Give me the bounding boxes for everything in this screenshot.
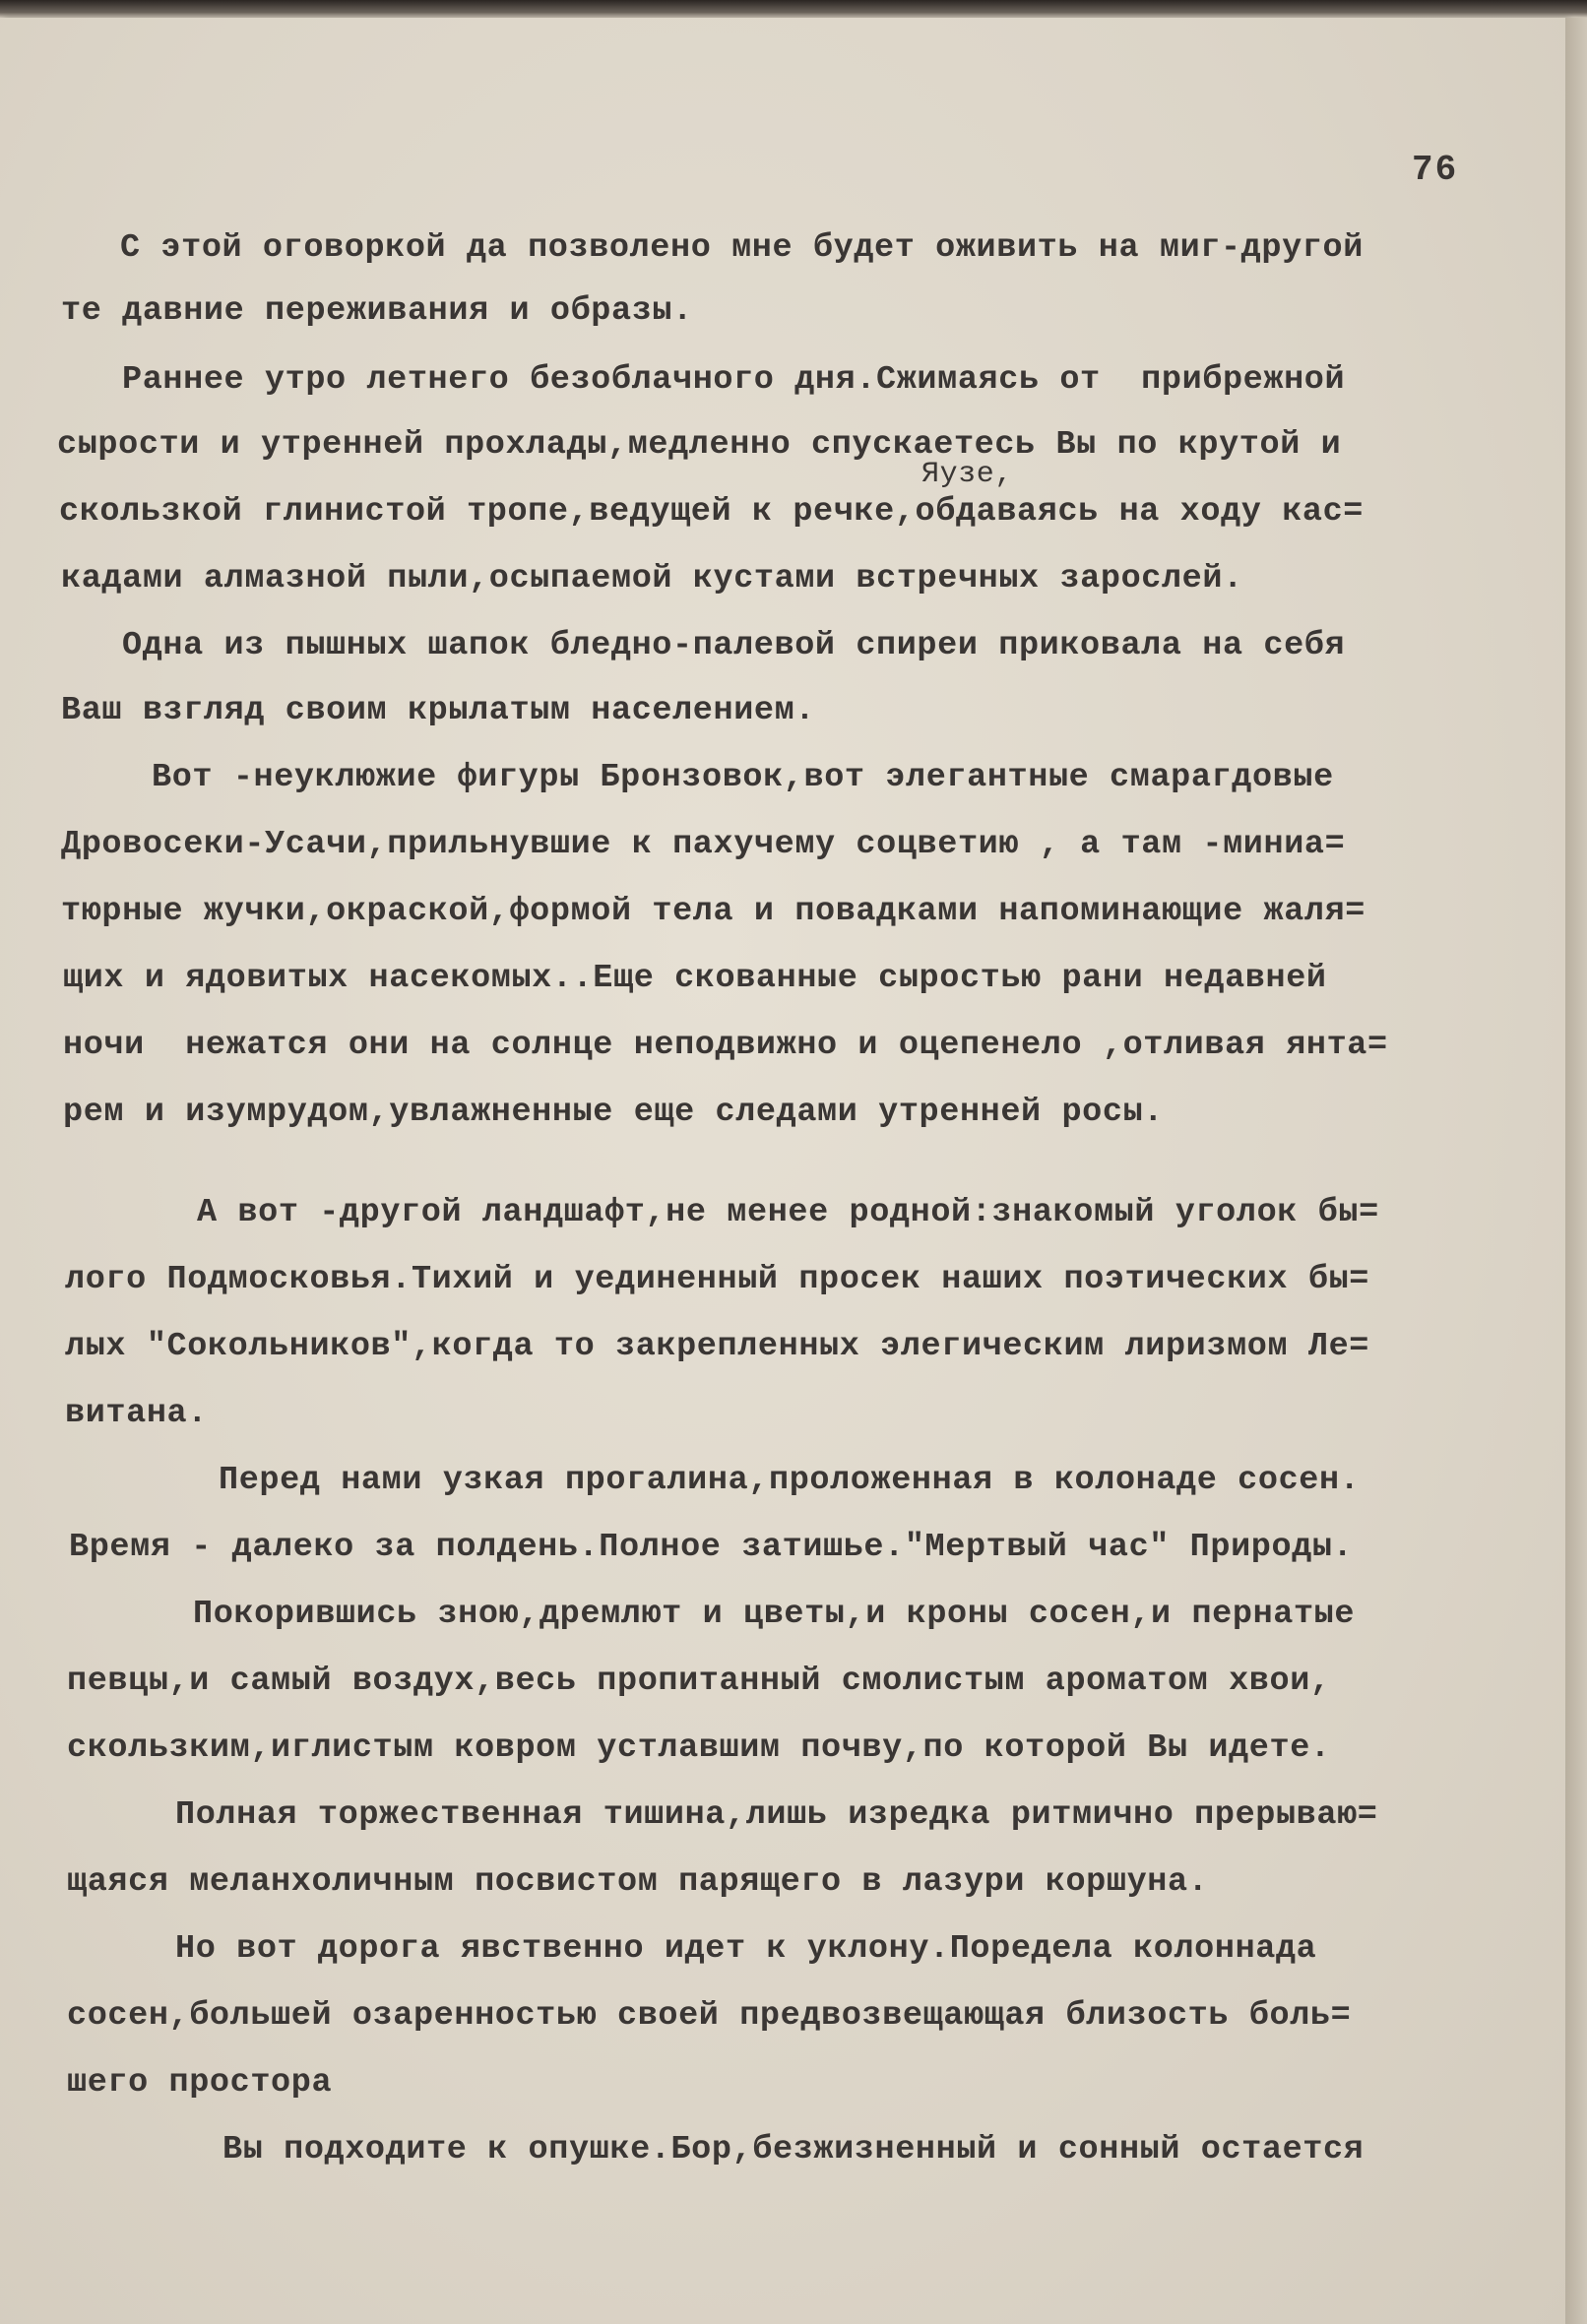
text-line: А вот -другой ландшафт,не менее родной:знакомый уголок бы= xyxy=(197,1194,1379,1231)
text-line: рем и изумрудом,увлажненные еще следами утренней росы. xyxy=(63,1094,1164,1131)
text-line: Полная торжественная тишина,лишь изредка ритмично прерываю= xyxy=(175,1796,1378,1834)
text-line: Но вот дорога явственно идет к уклону.Поредела колоннада xyxy=(175,1930,1317,1968)
text-line: тюрные жучки,окраской,формой тела и повадками напоминающие жаля= xyxy=(61,893,1366,930)
text-line: лого Подмосковья.Тихий и уединенный просек наших поэтических бы= xyxy=(65,1261,1370,1298)
text-line: Одна из пышных шапок бледно-палевой спиреи приковала на себя xyxy=(122,627,1346,664)
text-line: скользкой глинистой тропе,ведущей к речке,обдаваясь на ходу кас= xyxy=(59,493,1365,531)
text-line: Ваш взгляд своим крылатым населением. xyxy=(61,692,816,729)
text-line: ночи нежатся они на солнце неподвижно и оцепенело ,отливая янта= xyxy=(63,1027,1388,1064)
text-line: кадами алмазной пыли,осыпаемой кустами встречных зарослей. xyxy=(61,560,1243,597)
text-line: сырости и утренней прохлады,медленно спускаетесь Вы по крутой и xyxy=(57,426,1342,464)
text-line: Раннее утро летнего безоблачного дня.Сжимаясь от прибрежной xyxy=(122,361,1346,399)
text-line: Дровосеки-Усачи,прильнувшие к пахучему соцветию , а там -миниа= xyxy=(61,826,1346,863)
text-line: Перед нами узкая прогалина,проложенная в колонаде сосен. xyxy=(219,1462,1361,1499)
text-line: Время - далеко за полдень.Полное затишье."Мертвый час" Природы. xyxy=(69,1529,1354,1566)
text-line: щих и ядовитых насекомых..Еще скованные сыростью рани недавней xyxy=(63,960,1327,997)
text-line: щаяся меланхоличным посвистом парящего в лазури коршуна. xyxy=(67,1863,1209,1901)
text-line: шего простора xyxy=(67,2064,333,2102)
text-line: певцы,и самый воздух,весь пропитанный смолистым ароматом хвои, xyxy=(67,1663,1331,1700)
text-line: Вот -неуклюжие фигуры Бронзовок,вот элегантные смарагдовые xyxy=(152,759,1334,796)
text-line: витана. xyxy=(65,1395,208,1432)
top-edge xyxy=(0,0,1587,18)
text-line: сосен,большей озаренностью своей предвозвещающая близость боль= xyxy=(67,1997,1352,2035)
page-edge xyxy=(1565,18,1587,2324)
page-number: 76 xyxy=(1412,150,1459,190)
text-line: лых "Сокольников",когда то закрепленных элегическим лиризмом Ле= xyxy=(65,1328,1370,1365)
text-line: Покорившись зною,дремлют и цветы,и кроны сосен,и пернатые xyxy=(193,1596,1356,1633)
text-line: Вы подходите к опушке.Бор,безжизненный и сонный остается xyxy=(222,2131,1365,2168)
text-line: С этой оговоркой да позволено мне будет оживить на миг-другой xyxy=(120,229,1364,267)
handwritten-insertion: Яузе, xyxy=(921,458,1014,491)
text-line: те давние переживания и образы. xyxy=(61,292,693,330)
text-line: скользким,иглистым ковром устлавшим почву,по которой Вы идете. xyxy=(67,1729,1331,1767)
